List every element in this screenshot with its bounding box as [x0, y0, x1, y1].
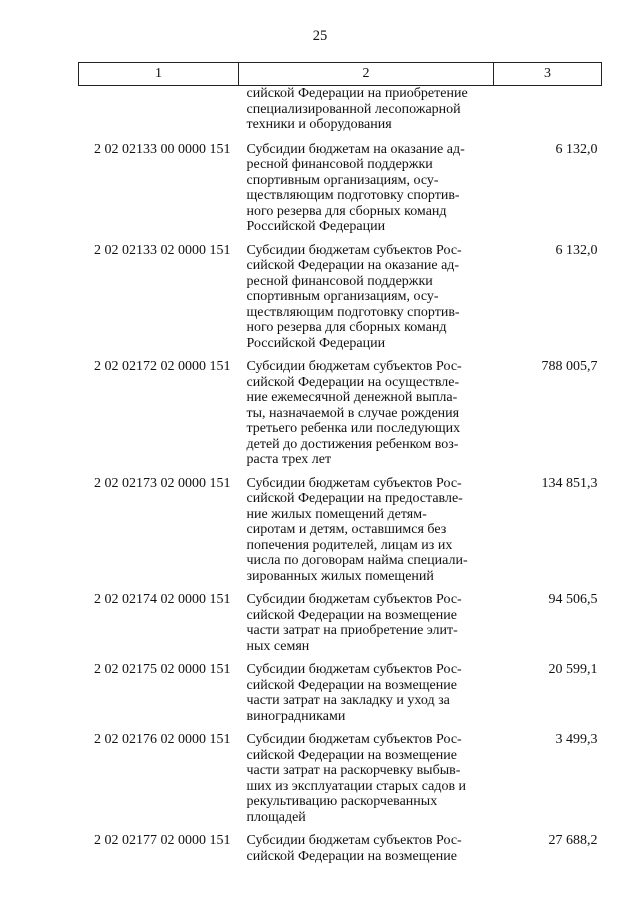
column-header-1: 1 — [79, 63, 239, 86]
table-header-row — [79, 63, 602, 86]
subsidy-name: Субсидии бюджетам субъектов Рос- сийской Федерации на предоставле- ние жилых помещений детям- сиротам и детям, оставшимся без попечения родителей, лицам из их числа по договорам найма специали- зированных жилых помещений — [246, 475, 468, 584]
budget-code: 2 02 02133 00 0000 151 — [94, 141, 231, 157]
table-row — [79, 592, 602, 662]
amount: 788 005,7 — [541, 359, 598, 374]
budget-code: 2 02 02176 02 0000 151 — [94, 732, 231, 747]
budget-code: 2 02 02177 02 0000 151 — [94, 833, 231, 848]
subsidy-name: Субсидии бюджетам субъектов Рос- сийской Федерации на оказание ад- ресной финансовой поддержки спортивным организациям, осу- ществляющим подготовку спортив- ного резерва для сборных команд Российской Федерации — [246, 242, 462, 351]
table-row — [79, 243, 602, 360]
budget-code: 2 02 02172 02 0000 151 — [94, 359, 231, 374]
table-row — [79, 662, 602, 732]
table-row — [79, 833, 602, 872]
column-header-2: 2 — [239, 63, 494, 86]
table-row — [79, 732, 602, 833]
budget-code: 2 02 02174 02 0000 151 — [94, 592, 231, 607]
amount: 27 688,2 — [548, 833, 598, 848]
subsidy-name: Субсидии бюджетам на оказание ад- ресной финансовой поддержки спортивным организациям, осу- ществляющим подготовку спортив- ного резерва для сборных команд Российской Федерации — [246, 141, 465, 234]
amount: 20 599,1 — [548, 662, 598, 677]
continuation-text: сийской Федерации на приобретение специализированной лесопожарной техники и оборудования — [246, 86, 468, 132]
amount: 6 132,0 — [555, 242, 598, 258]
amount: 94 506,5 — [548, 592, 598, 607]
amount: 6 132,0 — [555, 141, 598, 157]
continuation-row — [79, 86, 602, 142]
table-row — [79, 142, 602, 243]
table-row — [79, 476, 602, 593]
amount: 134 851,3 — [541, 475, 598, 491]
table-row — [79, 359, 602, 476]
subsidy-name: Субсидии бюджетам субъектов Рос- сийской Федерации на возмещение части затрат на приобретение элит- ных семян — [246, 592, 462, 654]
subsidy-name: Субсидии бюджетам субъектов Рос- сийской Федерации на осуществле- ние ежемесячной денежной выпла- ты, назначаемой в случае рождения третьего ребенка или последующих детей до достижения ребенком воз- раста трех лет — [246, 359, 462, 467]
column-header-3: 3 — [494, 63, 602, 86]
budget-code: 2 02 02133 02 0000 151 — [94, 242, 231, 258]
subsidy-name: Субсидии бюджетам субъектов Рос- сийской Федерации на возмещение части затрат на закладку и уход за виноградниками — [246, 662, 462, 724]
page-number: 25 — [312, 28, 328, 44]
subsidy-name: Субсидии бюджетам субъектов Рос- сийской Федерации на возмещение части затрат на раскорчевку выбыв- ших из эксплуатации старых садов и рекультивацию раскорчеванных площадей — [246, 732, 467, 825]
budget-code: 2 02 02173 02 0000 151 — [94, 475, 231, 491]
budget-table — [78, 62, 602, 872]
subsidy-name: Субсидии бюджетам субъектов Рос- сийской Федерации на возмещение — [246, 833, 462, 864]
budget-code: 2 02 02175 02 0000 151 — [94, 662, 231, 677]
amount: 3 499,3 — [555, 732, 598, 747]
